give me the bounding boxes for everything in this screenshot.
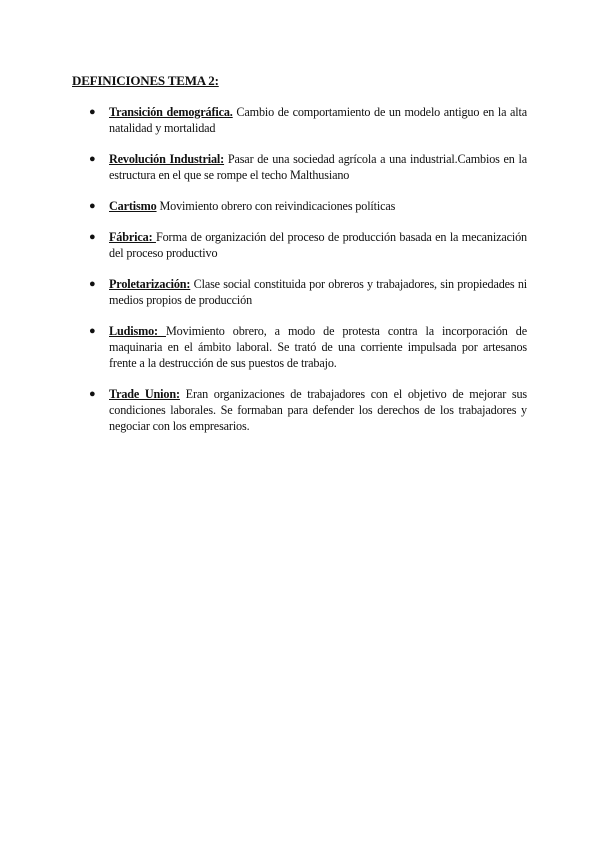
definition-item-proletarizacion [89,276,527,308]
definitions-list [89,104,527,449]
definition-term: Trade Union: [109,387,180,401]
definition-text: Eran organizaciones de trabajadores con el objetivo de mejorar sus condiciones laborales. Se formaban para defender los derechos de los trabajadores y negociar con los empresarios. [109,387,527,433]
bullet-icon: ● [89,278,96,290]
definition-item-fabrica [89,229,527,261]
definition-term: Transición demográfica. [109,105,233,119]
definition-item-revolucion-industrial [89,151,527,183]
definition-item-transicion-demografica [89,104,527,136]
document-title: DEFINICIONES TEMA 2: [72,73,219,88]
definition-term: Ludismo: [109,324,166,338]
definition-term: Proletarización: [109,277,191,291]
definition-term: Cartismo [109,199,157,213]
definition-text: Forma de organización del proceso de producción basada en la mecanización del proceso productivo [109,230,527,260]
definition-term: Revolución Industrial: [109,152,225,166]
definition-item-trade-union [89,386,527,434]
definition-text: Pasar de una sociedad agrícola a una industrial.Cambios en la estructura en el que se rompe el techo Malthusiano [109,152,527,182]
definition-term: Fábrica: [109,230,156,244]
bullet-icon: ● [89,231,96,243]
definition-item-ludismo [89,323,527,371]
bullet-icon: ● [89,200,96,212]
definition-item-cartismo [89,198,527,214]
definition-text: Movimiento obrero, a modo de protesta contra la incorporación de maquinaria en el ámbito laboral. Se trató de una corriente impulsada por artesanos frente a la destrucción de sus puestos de trabajo. [109,324,527,370]
bullet-icon: ● [89,153,96,165]
definition-text: Movimiento obrero con reivindicaciones políticas [156,199,396,213]
definition-text: Cambio de comportamiento de un modelo antiguo en la alta natalidad y mortalidad [109,105,527,135]
bullet-icon: ● [89,325,96,337]
bullet-icon: ● [89,388,96,400]
definition-text: Clase social constituida por obreros y trabajadores, sin propiedades ni medios propios de producción [109,277,527,307]
bullet-icon: ● [89,106,96,118]
